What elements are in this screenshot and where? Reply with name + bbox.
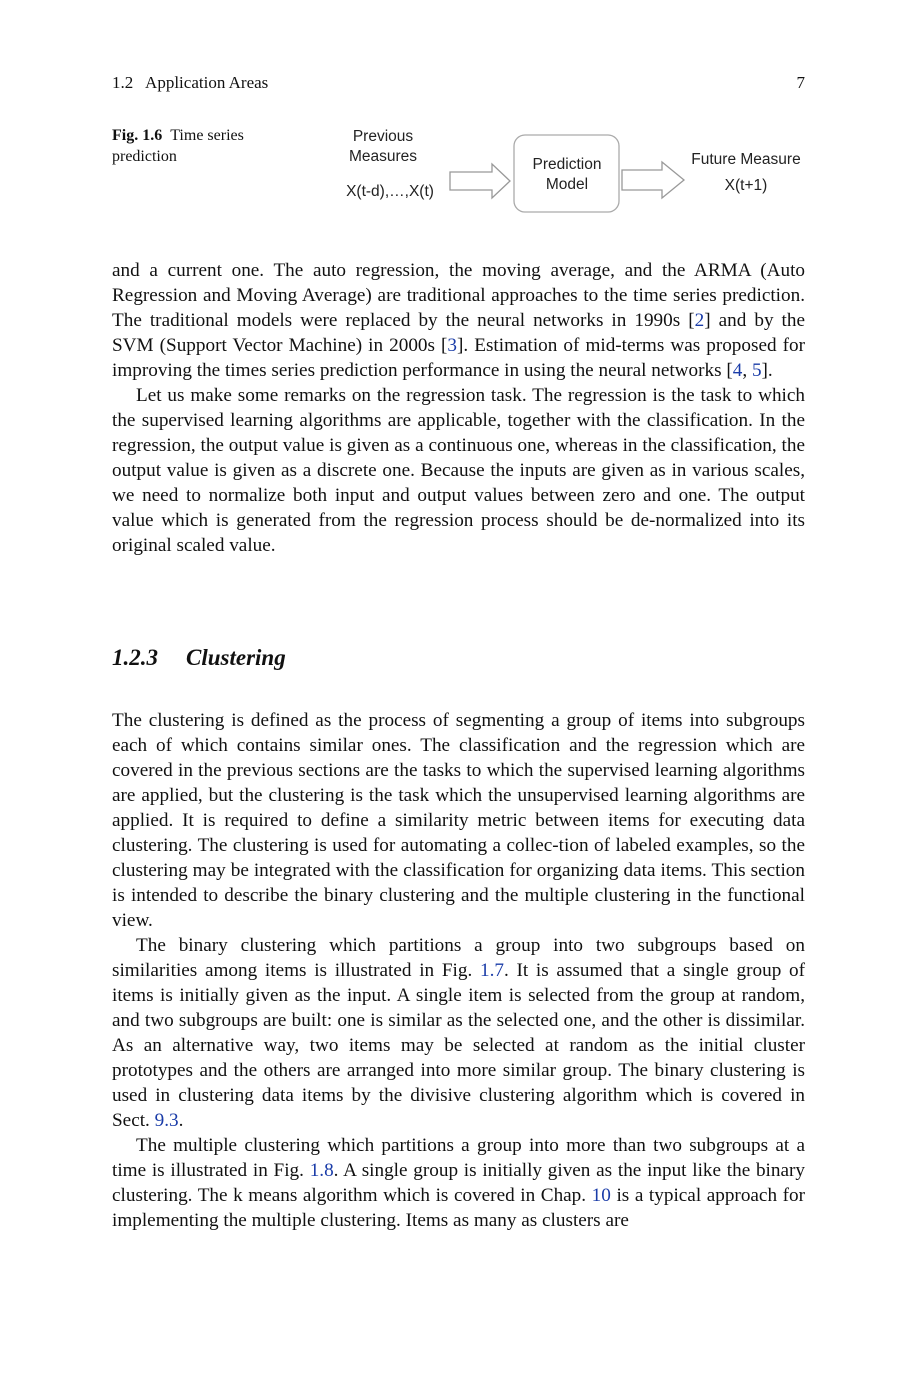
prediction-model-box [514,135,619,212]
citation-link[interactable]: 5 [751,360,762,381]
previous-measures-formula: X(t-d),…,X(t) [346,183,434,200]
page-number: 7 [796,73,805,92]
section-heading [112,645,805,671]
paragraph-binary-clustering: The binary clustering which partitions a group into two subgroups based on similarities among items is illustrated in Fig. 1.7. It is assumed that a single group of items is initially given as the input. A single item is selected from the group at random, and two subgroups are built: one is similar as the selected one, and the other is dissimilar. As an alternative way, two items may be selected at random as the initial cluster prototypes and the others are arranged into more similar group. The binary clustering is used in clustering data items by the divisive clustering algorithm which is covered in Sect. 9.3. [112,935,805,1131]
running-head-section: 1.2 Application Areas [112,73,269,92]
prediction-model-label-1: Prediction [532,156,602,173]
citation-link[interactable]: 2 [694,310,705,331]
paragraph-regression-remarks: Let us make some remarks on the regression task. The regression is the task to which the supervised learning algorithms are applicable, together with the classification. In the regression, the output value is given as a continuous one, whereas in the classification, the output value is given as a discrete one. Because the inputs are given as in various scales, we need to normalize both input and output values between zero and one. The output value which is generated from the regression process should be de-normalized into its original scaled value. [112,385,805,556]
figure-label: Fig. 1.6 [112,127,163,144]
body-text-top [112,258,805,558]
future-measure-label: Future Measure [691,151,801,168]
previous-measures-label-1: Previous [352,128,414,145]
figure-caption [112,125,282,167]
body-text-clustering [112,708,805,1233]
section-number: 1.2.3 [112,645,158,670]
figure-caption-text: Time series prediction [112,127,244,165]
figure-1-6 [112,120,812,230]
paragraph-time-series: and a current one. The auto regression, the moving average, and the ARMA (Auto Regression and Moving Average) are traditional approaches to the time series prediction. The traditional models were replaced by the neural networks in 1990s [2] and by the SVM (Support Vector Machine) in 2000s [3]. Estimation of mid-terms was proposed for improving the times series prediction performance in using the neural networks [4, 5]. [112,260,805,381]
figure-ref-link[interactable]: 1.7 [479,960,504,981]
section-title: Clustering [186,645,286,670]
citation-link[interactable]: 3 [447,335,457,356]
future-measure-formula: X(t+1) [724,177,768,194]
input-arrow [450,164,510,198]
previous-measures-label-2: Measures [348,148,418,165]
paragraph-multiple-clustering: The multiple clustering which partitions a group into more than two subgroups at a time is illustrated in Fig. 1.8. A single group is initially given as the input like the binary clustering. The k means algorithm which is covered in Chap. 10 is a typical approach for implementing the multiple clustering. Items as many as clusters are [112,1135,806,1231]
running-head [112,73,805,95]
output-arrow [622,162,684,198]
time-series-diagram [332,120,812,230]
chapter-ref-link[interactable]: 10 [591,1185,611,1206]
figure-ref-link[interactable]: 1.8 [309,1160,334,1181]
prediction-model-label-2: Model [545,176,589,193]
section-ref-link[interactable]: 9.3 [154,1110,179,1131]
paragraph-clustering-definition: The clustering is defined as the process of segmenting a group of items into subgroups each of which contains similar ones. The classification and the regression which are covered in the previous sections are the tasks to which the supervised learning algorithms are applied, but the clustering is the task which the unsupervised learning algorithms are applied. It is required to define a similarity metric between items for executing data clustering. The clustering is used for automating a collec-tion of labeled examples, so the clustering may be integrated with the classification for organizing data items. This section is intended to describe the binary clustering and the multiple clustering in the functional view. [112,710,805,931]
citation-link[interactable]: 4 [732,360,743,381]
